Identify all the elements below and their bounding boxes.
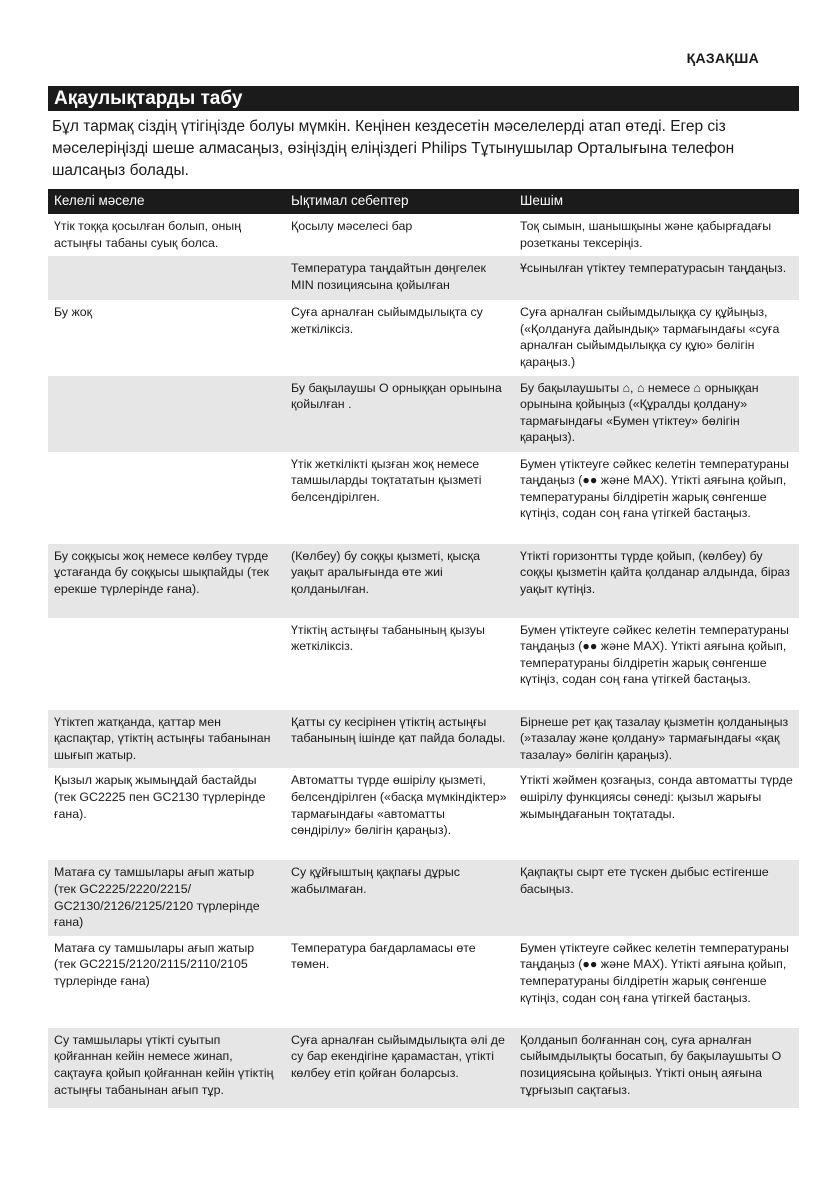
problem-cell: Бу соққысы жоқ немесе көлбеу түрде ұстағанда бу соққысы шықпайды (тек ерекше түрлерінде ғана).	[48, 544, 285, 618]
cause-cell: Температура бағдарламасы өте төмен.	[285, 936, 514, 1028]
cause-cell: Суға арналған сыйымдылықта су жеткіліксіз.	[285, 300, 514, 375]
table-row	[48, 256, 799, 300]
cause-cell: Су құйғыштың қақпағы дұрыс жабылмаған.	[285, 860, 514, 935]
cause-cell: Автоматты түрде өшірілу қызметі, белсендірілген («басқа мүмкіндіктер» тармағындағы «автоматты сөндірілу» бөлігін қараңыз).	[285, 768, 514, 860]
solution-cell: Қақпақты сырт ете түскен дыбыс естігенше басыңыз.	[514, 860, 799, 935]
solution-cell: Үтікті жәймен қозғаңыз, сонда автоматты түрде өшірілу функциясы сөнеді: қызыл жарығы жымыңдағанын тоқтатады.	[514, 768, 799, 860]
solution-cell: Үтікті горизонтты түрде қойып, (көлбеу) бу соққы қызметін қайта қолданар алдында, біраз уақыт күтіңіз.	[514, 544, 799, 618]
header-cause: Ықтимал себептер	[285, 189, 514, 214]
problem-cell	[48, 376, 285, 452]
cause-cell: Температура таңдайтын дөңгелек MIN позициясына қойылған	[285, 256, 514, 300]
solution-cell: Бу бақылаушыты ⌂, ⌂ немесе ⌂ орныққан орынына қойыңыз («Құралды қолдану» тармағындағы «Бумен үтіктеу» бөлігін қараңыз).	[514, 376, 799, 452]
cause-cell: Бу бақылаушы O орныққан орынына қойылған .	[285, 376, 514, 452]
solution-cell: Ұсынылған үтіктеу температурасын таңдаңыз.	[514, 256, 799, 300]
problem-cell: Қызыл жарық жымыңдай бастайды (тек GC2225 пен GC2130 түрлерінде ғана).	[48, 768, 285, 860]
solution-cell: Қолданып болғаннан соң, суға арналған сыйымдылықты босатып, бу бақылаушыты O позициясына қойыңыз. Үтікті оның аяғына тұрғызып сақтағыз.	[514, 1028, 799, 1108]
table-row	[48, 376, 799, 452]
cause-cell: (Көлбеу) бу соққы қызметі, қысқа уақыт аралығында өте жиі қолданылған.	[285, 544, 514, 618]
problem-cell: Матаға су тамшылары ағып жатыр (тек GC2215/2120/2115/2110/2105 түрлерінде ғана)	[48, 936, 285, 1028]
problem-cell: Үтіктеп жатқанда, қаттар мен қаспақтар, үтіктің астыңғы табанынан шығып жатыр.	[48, 710, 285, 769]
section-title: Ақаулықтарды табу	[48, 86, 799, 111]
cause-cell: Суға арналған сыйымдылықта әлі де су бар екендігіне қарамастан, үтікті көлбеу етіп қойған боларсыз.	[285, 1028, 514, 1108]
intro-paragraph: Бұл тармақ сіздің үтігіңізде болуы мүмкін. Кеңінен кездесетін мәселелерді атап өтеді. Егер сіз мәселеріңізді шеше алмасаңыз, өзіңіздің еліңіздегі Philips Тұтынушылар Орталығына телефон шалсаңыз болады.	[52, 118, 735, 179]
table-row	[48, 710, 799, 769]
troubleshooting-table	[48, 189, 799, 1108]
solution-cell: Бірнеше рет қақ тазалау қызметін қолданыңыз (»тазалау және қолдану» тармағындағы «қақ тазалау» бөлігін қараңыз).	[514, 710, 799, 769]
header-problem: Келелі мәселе	[48, 189, 285, 214]
problem-cell	[48, 618, 285, 710]
table-row	[48, 936, 799, 1028]
cause-cell: Қосылу мәселесі бар	[285, 214, 514, 256]
table-row	[48, 300, 799, 375]
solution-cell: Бумен үтіктеуге сәйкес келетін температураны таңдаңыз (●● және MAX). Үтікті аяғына қойып, температураны білдіретін жарық сөнгенше күтіңіз, содан соң ғана үтігкей бастаңыз.	[514, 936, 799, 1028]
cause-cell: Қатты су кесірінен үтіктің астыңғы табанының ішінде қат пайда болады.	[285, 710, 514, 769]
solution-cell: Бумен үтіктеуге сәйкес келетін температураны таңдаңыз (●● және MAX). Үтікті аяғына қойып, температураны білдіретін жарық сөнгенше күтіңіз, содан соң ғана үтігкей бастаңыз.	[514, 618, 799, 710]
problem-cell: Матаға су тамшылары ағып жатыр (тек GC2225/2220/2215/ GC2130/2126/2125/2120 түрлерінде ғана)	[48, 860, 285, 935]
table-row	[48, 618, 799, 710]
table-row	[48, 544, 799, 618]
table-row	[48, 860, 799, 935]
table-row	[48, 1028, 799, 1108]
table-row	[48, 214, 799, 256]
table-row	[48, 768, 799, 860]
solution-cell: Суға арналған сыйымдылыққа су құйыңыз, («Қолдануға дайындық» тармағындағы «суға арналған сыйымдылыққа су құю» бөлігін қараңыз.)	[514, 300, 799, 375]
cause-cell: Үтік жеткілікті қызған жоқ немесе тамшыларды тоқтататын қызметі белсендірілген.	[285, 452, 514, 544]
solution-cell: Бумен үтіктеуге сәйкес келетін температураны таңдаңыз (●● және MAX). Үтікті аяғына қойып, температураны білдіретін жарық сөнгенше күтіңіз, содан соң ғана үтігкей бастаңыз.	[514, 452, 799, 544]
problem-cell	[48, 256, 285, 300]
solution-cell: Тоқ сымын, шанышқыны және қабырғадағы розетканы тексеріңіз.	[514, 214, 799, 256]
problem-cell: Үтік тоққа қосылған болып, оның астыңғы табаны суық болса.	[48, 214, 285, 256]
problem-cell	[48, 452, 285, 544]
problem-cell: Су тамшылары үтікті суытып қойғаннан кейін немесе жинап, сақтауға қойып қойғаннан кейін үтіктің астыңғы табанынан ағып тұр.	[48, 1028, 285, 1108]
language-label: ҚАЗАҚША	[686, 50, 759, 66]
cause-cell: Үтіктің астыңғы табанының қызуы жеткіліксіз.	[285, 618, 514, 710]
table-row	[48, 452, 799, 544]
header-solution: Шешім	[514, 189, 799, 214]
problem-cell: Бу жоқ	[48, 300, 285, 375]
table-header-row	[48, 189, 799, 214]
